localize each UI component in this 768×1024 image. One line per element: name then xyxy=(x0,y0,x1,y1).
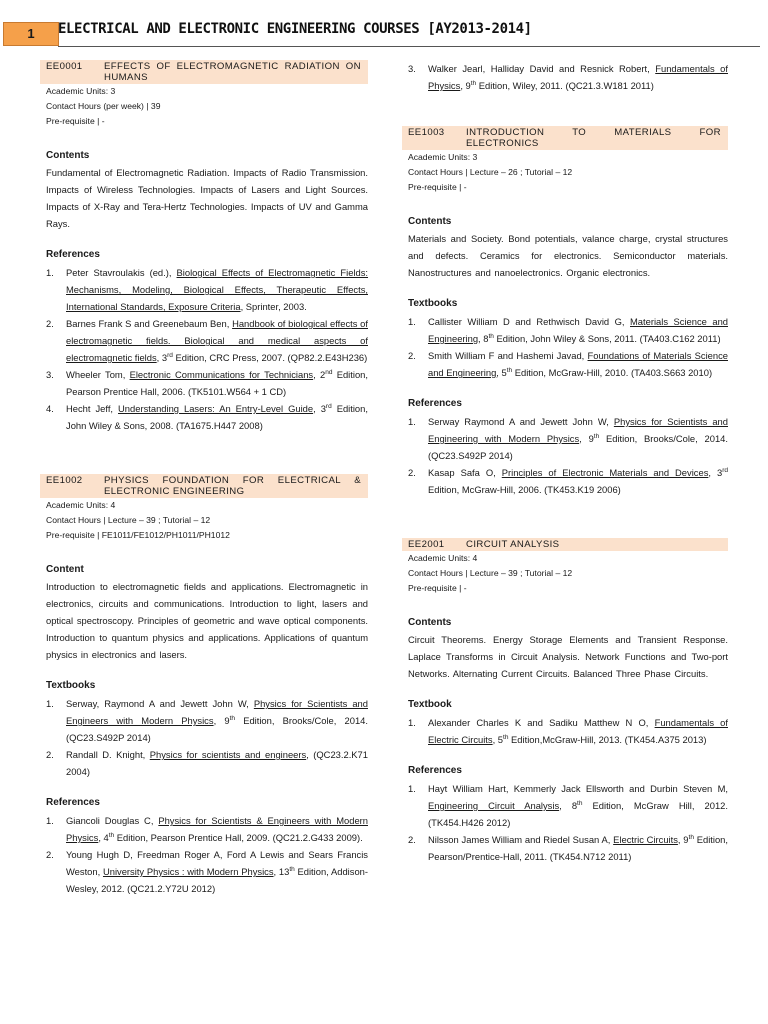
item-title-link[interactable]: University Physics : with Modern Physics xyxy=(102,866,274,877)
item-edition-suffix: rd xyxy=(167,351,173,359)
item-edition-suffix: th xyxy=(488,332,494,340)
textbooks-list xyxy=(402,714,728,748)
item-edition: , 2 xyxy=(313,369,326,380)
course-code: EE1002 xyxy=(46,475,83,486)
item-publication: Edition, Pearson Prentice Hall, 2006. (TK5101.W564 + 1 CD) xyxy=(66,369,368,397)
item-number: 1. xyxy=(408,783,416,794)
item-authors: Kasap Safa O, xyxy=(428,467,496,478)
list-item xyxy=(408,714,728,748)
item-title-link[interactable]: Electronic Communications for Technicians xyxy=(129,369,314,380)
list-item xyxy=(46,746,368,780)
item-number: 1. xyxy=(46,267,54,278)
item-authors: Wheeler Tom, xyxy=(66,369,126,380)
item-authors: Peter Stavroulakis (ed.), xyxy=(66,267,172,278)
header-rule xyxy=(58,46,760,47)
item-number: 3. xyxy=(408,63,416,74)
item-authors: Callister William D and Rethwisch David G, xyxy=(428,316,625,327)
course-code: EE0001 xyxy=(46,61,83,72)
item-title-link[interactable]: Handbook of biological effects of electromagnetic fields. Biological and medical aspects of electromagnetic fields xyxy=(66,318,368,363)
item-edition: , 9 xyxy=(677,834,689,845)
academic-units: Academic Units: 4 xyxy=(46,500,116,510)
item-publication: Edition, Pearson/Prentice-Hall, 2011. (TK454.N712 2011) xyxy=(428,834,729,862)
course-ee1003 xyxy=(402,126,728,498)
item-authors: Barnes Frank S and Greenebaum Ben, xyxy=(66,318,230,329)
item-number: 2. xyxy=(408,350,416,361)
item-number: 1. xyxy=(46,815,54,826)
item-edition: , 9 xyxy=(460,80,471,91)
item-edition-suffix: th xyxy=(470,79,477,87)
item-title-link[interactable]: Physics for scientists and engineers xyxy=(149,749,307,760)
item-edition: , 3 xyxy=(156,352,168,363)
item-edition: , 5 xyxy=(492,734,504,745)
item-number: 1. xyxy=(408,717,416,728)
page-title: ELECTRICAL AND ELECTRONIC ENGINEERING COURSES [AY2013-2014] xyxy=(58,21,532,37)
item-title-link[interactable]: Principles of Electronic Materials and Devices xyxy=(501,467,709,478)
item-number: 2. xyxy=(46,849,54,860)
item-title-link[interactable]: Physics for Scientists and Engineers with Modern Physics xyxy=(66,698,368,726)
course-ee0001 xyxy=(40,60,368,434)
item-edition-suffix: th xyxy=(506,366,513,374)
course-name: CIRCUIT ANALYSIS xyxy=(466,539,560,550)
item-publication: Edition, Addison-Wesley, 2012. (QC21.2.Y72U 2012) xyxy=(66,866,369,894)
item-number: 2. xyxy=(46,318,54,329)
item-title-link[interactable]: Physics for Scientists and Engineering with Modern Physics xyxy=(428,416,728,444)
item-number: 2. xyxy=(408,834,416,845)
item-publication: Edition, Brooks/Cole, 2014. (QC23.S492P 2014) xyxy=(428,433,728,461)
references-heading: References xyxy=(46,249,100,260)
item-number: 1. xyxy=(46,698,54,709)
item-authors: Young Hugh D, Freedman Roger A, Ford A Lewis and Sears Francis Weston, xyxy=(66,849,368,877)
item-number: 1. xyxy=(408,416,416,427)
item-authors: Smith William F and Hashemi Javad, xyxy=(428,350,585,361)
academic-units: Academic Units: 3 xyxy=(46,86,116,96)
item-edition: , 13 xyxy=(273,866,290,877)
item-edition-suffix: nd xyxy=(325,368,333,376)
item-number: 2. xyxy=(46,749,54,760)
textbooks-list xyxy=(40,695,368,780)
item-authors: Serway, Raymond A and Jewett John W, xyxy=(66,698,249,709)
item-title-link[interactable]: Biological Effects of Electromagnetic Fields: Mechanisms, Modeling, Biological Effects, Therapeutic Effects, International Standards, Exposure Criteria xyxy=(66,267,369,312)
item-number: 1. xyxy=(408,316,416,327)
item-publication: , (QC23.2.K71 2004) xyxy=(66,749,368,777)
contact-hours: Contact Hours (per week) | 39 xyxy=(46,101,161,111)
item-title-link[interactable]: Foundations of Materials Science and Engineering xyxy=(428,350,728,378)
prerequisite: Pre-requisite | FE1011/FE1012/PH1011/PH1012 xyxy=(46,530,230,540)
item-edition: , 5 xyxy=(496,367,507,378)
contact-hours: Contact Hours | Lecture – 39 ; Tutorial – 12 xyxy=(46,515,211,525)
item-publication: Edition, Pearson Prentice Hall, 2009. (QC21.2.G433 2009). xyxy=(114,832,363,843)
prerequisite: Pre-requisite | - xyxy=(408,182,467,192)
list-item xyxy=(408,780,728,831)
item-edition: , 9 xyxy=(579,433,594,444)
list-item xyxy=(408,831,728,865)
contents-heading: Content xyxy=(46,564,84,575)
references-heading: References xyxy=(408,765,462,776)
item-authors: Alexander Charles K and Sadiku Matthew N O, xyxy=(428,717,649,728)
item-publication: , Sprinter, 2003. xyxy=(240,301,307,312)
item-edition-suffix: th xyxy=(688,833,694,841)
page-header xyxy=(0,0,768,50)
prerequisite: Pre-requisite | - xyxy=(46,116,105,126)
item-publication: Edition, John Wiley & Sons, 2008. (TA1675.H447 2008) xyxy=(66,403,368,431)
list-item xyxy=(46,812,368,846)
right-column xyxy=(402,60,728,865)
item-authors: Hayt William Hart, Kemmerly Jack Ellsworth and Durbin Steven M, xyxy=(428,783,728,794)
list-item xyxy=(408,60,728,94)
list-item xyxy=(408,347,728,381)
course-ee1002 xyxy=(40,474,368,897)
item-title-link[interactable]: Engineering Circuit Analysis xyxy=(428,800,560,811)
item-authors: Hecht Jeff, xyxy=(66,403,114,414)
contact-hours: Contact Hours | Lecture – 26 ; Tutorial – 12 xyxy=(408,167,573,177)
item-edition-suffix: th xyxy=(289,865,295,873)
item-title-link[interactable]: Fundamentals of Physics xyxy=(428,63,728,91)
prerequisite: Pre-requisite | - xyxy=(408,583,467,593)
course-name: INTRODUCTION TO MATERIALS FOR ELECTRONICS xyxy=(466,127,721,149)
list-item xyxy=(46,695,368,746)
item-number: 3. xyxy=(46,369,54,380)
references-list xyxy=(40,264,368,434)
textbooks-heading: Textbooks xyxy=(46,680,96,691)
item-edition-suffix: rd xyxy=(722,466,728,474)
item-title-link[interactable]: Physics for Scientists & Engineers with Modern Physics xyxy=(66,815,368,843)
academic-units: Academic Units: 4 xyxy=(408,553,478,563)
item-title-link[interactable]: Fundamentals of Electric Circuits xyxy=(428,717,728,745)
textbooks-heading: Textbook xyxy=(408,699,452,710)
item-publication: Edition, Brooks/Cole, 2014. (QC23.S492P 2014) xyxy=(66,715,368,743)
textbooks-heading: Textbooks xyxy=(408,298,458,309)
references-heading: References xyxy=(46,797,100,808)
item-publication: Edition, John Wiley & Sons, 2011. (TA403.C162 2011) xyxy=(493,333,721,344)
item-publication: Edition, McGraw-Hill, 2010. (TA403.S663 2010) xyxy=(512,367,713,378)
list-item xyxy=(408,313,728,347)
references-list xyxy=(402,413,728,498)
item-publication: Edition, CRC Press, 2007. (QP82.2.E43H236) xyxy=(172,352,368,363)
item-title-link[interactable]: Electric Circuits xyxy=(613,834,678,845)
item-edition-suffix: th xyxy=(577,799,583,807)
contents-heading: Contents xyxy=(408,216,452,227)
list-item xyxy=(46,366,368,400)
item-title-link[interactable]: Understanding Lasers: An Entry-Level Guide xyxy=(118,403,314,414)
contents-text: Circuit Theorems. Energy Storage Elements and Transient Response. Laplace Transforms in Circuit Analysis. Network Functions and Two-port Networks. Alternating Current Circuits. Balanced Three Phase Circuits. xyxy=(408,634,728,679)
course-code: EE2001 xyxy=(408,539,445,550)
references-list-continued xyxy=(402,60,728,94)
item-edition: , 3 xyxy=(313,403,326,414)
item-edition-suffix: th xyxy=(593,432,600,440)
list-item xyxy=(46,264,368,315)
item-edition: , 3 xyxy=(708,467,723,478)
contents-text: Introduction to electromagnetic fields and applications. Electromagnetic in electronics, circuits and communications. Introduction to light, lasers and optical spectroscopy. Principles of geometric and wave optical components. Introduction to quantum physics and applications. Applications of quantum physics in electronics and lasers. xyxy=(46,581,368,660)
references-list xyxy=(402,780,728,865)
page-number-badge: 1 xyxy=(3,22,59,46)
course-heading xyxy=(402,126,728,150)
textbooks-list xyxy=(402,313,728,381)
item-authors: Nilsson James William and Riedel Susan A, xyxy=(428,834,611,845)
list-item xyxy=(408,464,728,498)
item-edition: , 4 xyxy=(98,832,109,843)
course-heading xyxy=(40,474,368,498)
list-item xyxy=(46,400,368,434)
contents-text: Fundamental of Electromagnetic Radiation. Impacts of Radio Transmission. Impacts of Wireless Technologies. Impacts of Lasers and Light Sources. Impacts of X-Ray and Tera-Hertz Technologies. Impacts of UV and Gamma Rays. xyxy=(46,167,368,229)
references-list xyxy=(40,812,368,897)
item-number: 4. xyxy=(46,403,54,414)
item-publication: Edition, McGraw Hill, 2012. (TK454.H426 2012) xyxy=(428,800,728,828)
item-publication: Edition, McGraw-Hill, 2006. (TK453.K19 2006) xyxy=(428,484,621,495)
contents-heading: Contents xyxy=(408,617,452,628)
course-heading xyxy=(402,538,728,551)
course-name: EFFECTS OF ELECTROMAGNETIC RADIATION ON HUMANS xyxy=(104,61,361,83)
contents-text: Materials and Society. Bond potentials, valance charge, crystal structures and defects. Ceramics for electronics. Semiconductor materials. Nanostructures and nanoelectronics. Organic electronics. xyxy=(408,233,728,278)
contact-hours: Contact Hours | Lecture – 39 ; Tutorial – 12 xyxy=(408,568,573,578)
item-edition: , 8 xyxy=(559,800,578,811)
item-edition: , 8 xyxy=(478,333,489,344)
course-name: PHYSICS FOUNDATION FOR ELECTRICAL & ELECTRONIC ENGINEERING xyxy=(104,475,361,497)
academic-units: Academic Units: 3 xyxy=(408,152,478,162)
item-authors: Randall D. Knight, xyxy=(66,749,146,760)
item-authors: Serway Raymond A and Jewett John W, xyxy=(428,416,609,427)
left-column xyxy=(40,60,368,897)
item-edition: , 9 xyxy=(213,715,230,726)
item-authors: Walker Jearl, Halliday David and Resnick Robert, xyxy=(428,63,650,74)
item-publication: Edition, Wiley, 2011. (QC21.3.W181 2011) xyxy=(476,80,654,91)
course-code: EE1003 xyxy=(408,127,445,138)
references-heading: References xyxy=(408,398,462,409)
item-edition-suffix: th xyxy=(503,733,509,741)
contents-heading: Contents xyxy=(46,150,90,161)
item-number: 2. xyxy=(408,467,416,478)
course-heading xyxy=(40,60,368,84)
list-item xyxy=(408,413,728,464)
course-ee2001 xyxy=(402,538,728,865)
item-title-link[interactable]: Materials Science and Engineering xyxy=(428,316,728,344)
item-edition-suffix: th xyxy=(229,714,235,722)
item-authors: Giancoli Douglas C, xyxy=(66,815,154,826)
item-edition-suffix: rd xyxy=(325,402,332,410)
list-item xyxy=(46,846,368,897)
item-edition-suffix: th xyxy=(108,831,115,839)
item-publication: Edition,McGraw-Hill, 2013. (TK454.A375 2013) xyxy=(508,734,707,745)
list-item xyxy=(46,315,368,366)
